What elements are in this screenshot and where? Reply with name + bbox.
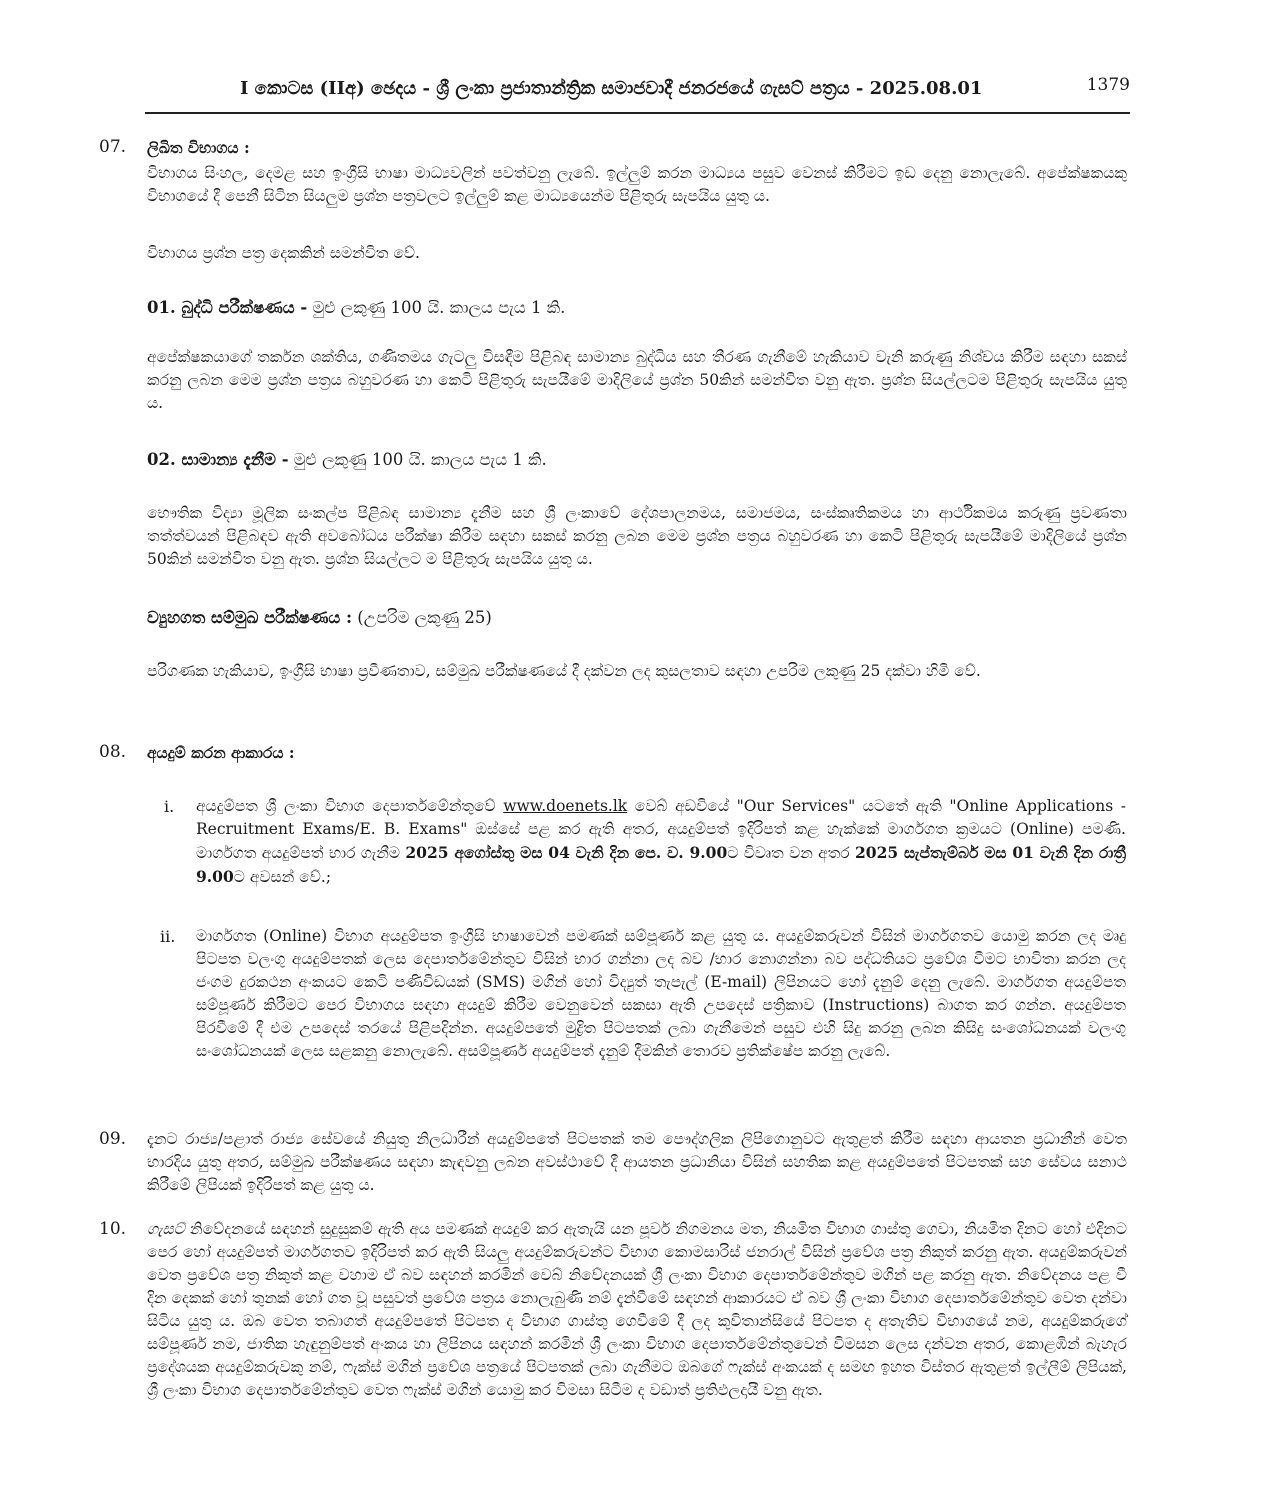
section-07-para-medium: [147, 162, 1127, 208]
item-1-part-c: ට විවෘත වන අතර: [727, 844, 856, 862]
item-1-close-date: 2025 සැප්තැම්බර් මස 01 වැනි දින රාත්‍රී 9.00: [196, 843, 1126, 886]
item-2-marker: ii.: [160, 927, 176, 946]
section-10-body: නිවේදනයේ සඳහන් සුදුසුකම් ඇති අය පමණක් අයදුම් කර ඇතැයි යන පූර්ව නිගමනය මත, නියමිත විභාග ගාස්තු ගෙවා, නියමිත දිනට හෝ එදිනට පෙර හෝ අයදුම්පත් මාර්ගගතව ඉදිරිපත් කර ඇති සියලු අයදුම්කරුවන්ට විභාග කොමසාරිස් ජනරාල් විසින් ප්‍රවේශ පත්‍ර නිකුත් කරනු ඇත. අයදුම්කරුවන් වෙත ප්‍රවේශ පත්‍ර නිකුත් කළ වහාම ඒ බව සඳහන් කරමින් වෙබ් නිවේදනයක් ශ්‍රී ලංකා විභාග දෙපාර්තමේන්තුව මගින් පළ කරනු ඇත. නිවේදනය පළ වී දින දෙකක් හෝ තුනක් හෝ ගත වූ පසුවත් ප්‍රවේශ පත්‍රය නොලැබුණි නම් දැන්වීමේ සඳහන් ආකාරයට ඒ බව ශ්‍රී ලංකා විභාග දෙපාර්තමේන්තුව වෙත දන්වා සිටිය යුතු ය. ඔබ වෙත තබාගත් අයදුම්පතේ පිටපත ද විභාග ගාස්තු ගෙවීමේ දී ලද කුවිතාන්සියේ පිටපත ද අතැතිව විභාගයේ නම, අයදුම්කරුගේ සම්පූර්ණ නම, ජාතික හැඳුනුම්පත් අංකය හා ලිපිනය සඳහන් කරමින් ශ්‍රී ලංකා විභාග දෙපාර්තමේන්තුවෙන් විමසන ලෙස දන්වන අතර, කොළඹින් බැහැර ප්‍රදේශයක අයදුම්කරුවකු නම්, ෆැක්ස් මගින් ප්‍රවේශ පත්‍රයේ පිටපතක් ලබා ගැනීමට ඔබගේ ෆැක්ස් අංකයක් ද සමඟ ඉහත විස්තර ඇතුළත් ඉල්ලීම් ලිපියක්, ශ්‍රී ලංකා විභාග දෙපාර්තමේන්තුව වෙත ෆැක්ස් මගින් යොමු කර විමසා සිටීම ද වඩාත් ප්‍රතිඵලදායී වනු ඇත.: [147, 1220, 1127, 1399]
paper-2-marks-time: මුළු ලකුණු 100 යි. කාලය පැය 1 කි.: [288, 450, 547, 469]
section-10-number: 10.: [99, 1219, 127, 1239]
item-1-part-a: අයදුම්පත ශ්‍රී ලංකා විභාග දෙපාර්තමේන්තුවේ: [196, 797, 504, 815]
section-10-text: [147, 1218, 1127, 1402]
interview-title: ව්‍යුහගත සම්මුඛ පරීක්ෂණය :: [147, 608, 353, 627]
section-09-block: [147, 1128, 1127, 1197]
section-10-gazette-word: ගැසට්: [147, 1220, 185, 1238]
paper-2-title: 02. සාමාන්‍ය දැනීම -: [147, 450, 289, 469]
interview-description-text: පරිගණක හැකියාව, ඉංග්‍රීසි භාෂා ප්‍රවීණතාව, සම්මුඛ පරීක්ෂණයේ දී දක්වන ලද කුසලතාව සඳහා උපරිම ලකුණු 25 දක්වා හිමි වේ.: [147, 662, 981, 680]
paper-1-title: 01. බුද්ධි පරීක්ෂණය -: [147, 298, 308, 317]
item-1-text: [196, 795, 1126, 889]
interview-title-line: [147, 606, 1127, 629]
item-2-text: මාර්ගගත (Online) විභාග අයදුම්පත ඉංග්‍රීසි භාෂාවෙන් පමණක් සම්පූර්ණ කළ යුතු ය. අයදුම්කරුවන් විසින් මාර්ගගතව යොමු කරන ලද මෘදු පිටපත වලංගු අයදුම්පතක් ලෙස දෙපාර්තමේන්තුව විසින් භාර ගන්නා ලද බව /භාර නොගන්නා බව පද්ධතියට ප්‍රවේශ වීමට භාවිතා කරන ලද ජංගම දුරකථන අංකයට කෙටි පණිවිඩයක් (SMS) මගින් හෝ විද්‍යුත් තැපැල් (E-mail) ලිපිනයට හෝ දැනුම් දෙනු ලැබේ. මාර්ගගත අයදුම්පත සම්පූර්ණ කිරීමට පෙර විභාගය සඳහා අයදුම් කිරීම වෙනුවෙන් සකසා ඇති උපදෙස් පත්‍රිකාව (Instructions) බාගත කර ගන්න. අයදුම්පත පිරවීමේ දී එම උපදෙස් තරයේ පිළිපදින්න. අයදුම්පතේ මුද්‍රිත පිටපතක් ලබා ගැනීමෙන් පසුව එහි සිදු කරනු ලබන කිසිදු සංශෝධනයක් වලංගු සංශෝධනයක් ලෙස සළකනු නොලැබේ. අසම්පූර්ණ අයදුම්පත් දැනුම් දීමකින් තොරව ප්‍රතික්ෂේප කරනු ලැබේ.: [196, 927, 1126, 1060]
paper-2-title-line: [147, 448, 1127, 471]
section-10-block: [147, 1218, 1127, 1402]
page-header: [145, 75, 1130, 114]
paper-1-title-line: [147, 296, 1127, 319]
section-08-number: 08.: [99, 742, 127, 762]
paper-1-marks-time: මුළු ලකුණු 100 යි. කාලය පැය 1 කි.: [307, 298, 566, 317]
paper-1-description: [147, 346, 1127, 415]
interview-description: [147, 660, 1127, 683]
item-1-part-b: වෙබ් අඩවියේ "Our Services" යටතේ ඇති "Online Applications - Recruitment Exams/E. B. Exams" ඔස්සේ පළ කර ඇති අතර, අයදුම්පත් ඉදිරිපත් කළ හැක්කේ මාර්ගගත ක්‍රමයට (Online) පමණි. මාර්ගගත අයදුම්පත් භාර ගැනීම: [196, 797, 1127, 862]
doenets-link[interactable]: www.doenets.lk: [503, 797, 628, 815]
section-08-heading: අයදුම් කරන ආකාරය :: [147, 743, 295, 762]
item-2-block: [196, 925, 1126, 1063]
section-07-para-medium-text: විභාගය සිංහල, දෙමළ සහ ඉංග්‍රීසි භාෂා මාධ්‍යවලින් පවත්වනු ලැබේ. ඉල්ලුම් කරන මාධ්‍යය පසුව වෙනස් කිරීමට ඉඩ දෙනු නොලැබේ. අපේක්ෂකයකු විභාගයේ දී පෙනී සිටින සියලුම ප්‍රශ්න පත්‍රවලට ඉල්ලුම් කළ මාධ්‍යයෙන්ම පිළිතුරු සැපයිය යුතු ය.: [147, 164, 1127, 205]
paper-1-description-text: අපේක්ෂකයාගේ තර්කන ශක්තිය, ගණිතමය ගැටලු විසඳීම පිළිබඳ සාමාන්‍ය බුද්ධිය සහ තීරණ ගැනීමේ හැකියාව වැනි කරුණු නිශ්චය කිරීම සඳහා සකස් කරනු ලබන මෙම ප්‍රශ්න පත්‍රය බහුවරණ හා කෙටි පිළිතුරු සැපයීමේ මාදිලියේ ප්‍රශ්න 50කින් සමන්විත වනු ඇත. ප්‍රශ්න සියල්ලටම පිළිතුරු සැපයිය යුතු ය.: [147, 348, 1127, 412]
section-07-heading: ලිඛිත විභාගය :: [147, 138, 250, 157]
paper-2-description-text: භෞතික විද්‍යා මූලික සංකල්ප පිළිබඳ සාමාන්‍ය දැනීම සහ ශ්‍රී ලංකාවේ දේශපාලනමය, සමාජමය, සංස්කෘතිකමය හා ආර්ථිකමය කරුණු ප්‍රවණතා තත්ත්වයන් පිළිබඳව ඇති අවබෝධය පරීක්ෂා කිරීම සඳහා සකස් කරනු ලබන මෙම ප්‍රශ්න පත්‍රය බහුවරණ හා කෙටි පිළිතුරු සැපයීමේ මාදිලියේ ප්‍රශ්න 50කින් සමන්විත වනු ඇත. ප්‍රශ්න සියල්ලට ම පිළිතුරු සැපයිය යුතු ය.: [147, 504, 1127, 568]
section-09-number: 09.: [99, 1129, 127, 1149]
item-1-part-d: ට අවසන් වේ.;: [233, 868, 332, 886]
page-number: 1379: [1086, 75, 1130, 95]
item-1-block: [196, 795, 1126, 889]
paper-2-description: [147, 502, 1127, 571]
section-07-number: 07.: [99, 137, 127, 157]
item-1-marker: i.: [164, 797, 175, 816]
section-07-papers-intro: විභාගය ප්‍රශ්න පත්‍ර දෙකකින් සමන්විත වේ.: [147, 244, 420, 262]
interview-max-marks: (උපරිම ලකුණු 25): [352, 608, 492, 627]
section-09-text: දැනට රාජ්‍ය/පළාත් රාජ්‍ය සේවයේ නියුතු නිලධාරීන් අයදුම්පතේ පිටපතක් තම පෞද්ගලික ලිපිගොනුවට ඇතුළත් කිරීම සඳහා ආයතන ප්‍රධානීන් වෙත භාරදිය යුතු අතර, සම්මුඛ පරීක්ෂණය සඳහා කැඳවනු ලබන අවස්ථාවේ දී ආයතන ප්‍රධානියා විසින් සහතික කළ අයදුම්පතේ පිටපතක් සහ සේවය සනාථ කිරීමේ ලිපියක් ඉදිරිපත් කළ යුතු ය.: [147, 1130, 1127, 1194]
item-1-open-date: 2025 අගෝස්තු මස 04 වැනි දින පෙ. ව. 9.00: [405, 843, 728, 862]
header-title: I කොටස (IIඅ) ඡෙදය - ශ්‍රී ලංකා ප්‍රජාතාන්ත්‍රික සමාජවාදී ජනරජයේ ගැසට් පත්‍රය - 2025.08.01: [240, 78, 983, 99]
